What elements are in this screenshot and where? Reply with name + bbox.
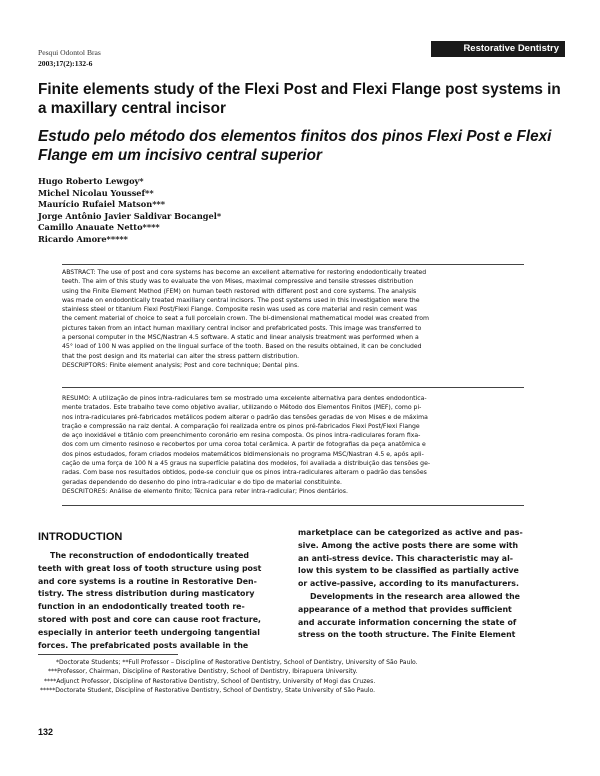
- body-line: function in an endodontically treated tooth re-: [38, 602, 245, 612]
- divider: [62, 505, 524, 506]
- abstract-line: a personal computer in the MSC/Nastran 4.5 software. A static and linear analysis treatment was performed when a: [62, 334, 419, 342]
- resumo-line: geradas dependendo do desenho do pino intra-radicular e do tipo de material constituinte.: [62, 478, 343, 486]
- abstract-line: pictures taken from an intact human maxillary central incisor and prefabricated posts. This image was transferred to: [62, 324, 422, 332]
- abstract-line: that the post design and its material can alter the stress pattern distribution.: [62, 352, 300, 360]
- abstract-line: 45° load of 100 N was applied on the lingual surface of the tooth. Based on the results obtained, it can be concluded: [62, 343, 422, 351]
- descritores: DESCRITORES: Análise de elemento finito; Técnica para reter intra-radicular; Pinos dentários.: [62, 487, 348, 495]
- footnote: ***Professor, Chairman, Discipline of Restorative Dentistry, School of Dentistry, Ibirapuera University.: [48, 668, 358, 676]
- resumo-line: tração e compressão na raiz dental. A comparação foi realizada entre os pinos pré-fabricados Flexi Post/Flexi Flange: [62, 422, 420, 430]
- body-line: tistry. The stress distribution during masticatory: [38, 589, 255, 599]
- body-column-left: [38, 550, 286, 652]
- body-line: teeth with great loss of tooth structure using post: [38, 563, 262, 573]
- body-line: sive. Among the active posts there are some with: [298, 540, 519, 550]
- author: Ricardo Amore*****: [38, 233, 128, 244]
- section-heading-introduction: INTRODUCTION: [38, 531, 123, 543]
- section-tag: Restorative Dentistry: [431, 41, 565, 57]
- body-line: stored with post and core can cause root fracture,: [38, 614, 262, 624]
- footnote: ****Adjunct Professor, Discipline of Restorative Dentistry, School of Dentistry, University of Mogi das Cruzes.: [44, 677, 376, 685]
- abstract-line: the cement material of choice to seat a full porcelain crown. The bi-dimensional mathematical model was created from: [62, 315, 429, 323]
- footnotes: [38, 658, 578, 695]
- body-line: forces. The prefabricated posts available in the: [38, 640, 249, 650]
- body-line: an anti-stress device. This characteristic may al-: [298, 553, 514, 563]
- journal-citation: [38, 47, 101, 69]
- resumo-line: de aço inoxidável e titânio com preenchimento coronário em resina composta. Os pinos intra-radiculares foram fixa-: [62, 432, 421, 440]
- body-line: The reconstruction of endodontically treated: [50, 551, 250, 560]
- body-line: marketplace can be categorized as active and pas-: [298, 528, 523, 537]
- author: Hugo Roberto Lewgoy*: [38, 176, 144, 186]
- body-line: low this system to be classified as partially active: [298, 566, 519, 576]
- title-portuguese: Estudo pelo método dos elementos finitos dos pinos Flexi Post e Flexi Flange em um incisivo central superior: [38, 128, 552, 164]
- resumo-line: nos intra-radiculares pré-fabricados metálicos podem alterar o padrão das tensões geradas de von Mises e de máxima: [62, 413, 428, 421]
- resumo-line: dos pinos estudados, foram criados modelos matemáticos bidimensionais no programa MSC/Nastran 4.5 e, após apli-: [62, 450, 424, 458]
- body-line: stress on the tooth structure. The Finite Element: [298, 630, 516, 640]
- body-line: Developments in the research area allowed the: [310, 591, 521, 601]
- footnote-rule: [38, 654, 178, 655]
- journal-issue: 2003;17(2):132-6: [38, 59, 93, 68]
- footnote: *Doctorate Students; **Full Professor – Discipline of Restorative Dentistry, School of Dentistry, University of São Paulo.: [56, 659, 418, 666]
- author: Jorge Antônio Javier Saldivar Bocangel*: [38, 210, 222, 221]
- body-line: or active-passive, according to its manufacturers.: [298, 579, 519, 589]
- abstract-line: was made on endodontically treated maxillary central incisors. The post systems used in this investigation were the: [62, 296, 420, 304]
- footnote: *****Doctorate Student, Discipline of Restorative Dentistry, School of Dentistry, State University of São Paulo.: [40, 686, 376, 694]
- abstract-english: [62, 268, 522, 370]
- abstract-portuguese: [62, 394, 522, 496]
- author: Camillo Anauate Netto****: [38, 222, 160, 233]
- resumo-line: radas. Com base nos resultados obtidos, pode-se concluir que os pinos intra-radiculares alteram o padrão das tensões: [62, 469, 427, 477]
- abstract-line: stainless steel or titanium Flexi Post/Flexi Flange. Composite resin was used as core material and resin cement was: [62, 306, 417, 314]
- abstract-line: using the Finite Element Method (FEM) on human teeth restored with different post and core systems. The analysis: [62, 287, 417, 295]
- divider: [62, 387, 524, 388]
- journal-name: Pesqui Odontol Bras: [38, 48, 101, 57]
- abstract-line: teeth. The aim of this study was to evaluate the von Mises, maximal compressive and tensile stresses distribution: [62, 278, 414, 286]
- descriptors: DESCRIPTORS: Finite element analysis; Post and core technique; Dental pins.: [62, 361, 300, 369]
- body-column-right: [298, 527, 566, 642]
- resumo-line: dos com um cimento resinoso e recobertos por uma coroa total cerâmica. A partir de fotografias da peça anatômica e: [62, 441, 426, 449]
- body-line: especially in anterior teeth undergoing tangential: [38, 627, 260, 637]
- resumo-line: RESUMO: A utilização de pinos intra-radiculares tem se mostrado uma excelente alternativa para dentes endodontica-: [62, 395, 427, 402]
- body-line: and accurate information concerning the state of: [298, 617, 517, 627]
- body-line: appearance of a method that provides sufficient: [298, 604, 512, 614]
- body-line: and core systems is a routine in Restorative Den-: [38, 576, 257, 586]
- resumo-line: cação de uma força de 100 N a 45 graus na superfície palatina dos modelos, foi avaliada a distribuição das tensões ge-: [62, 460, 431, 468]
- abstract-line: ABSTRACT: The use of post and core systems has become an excellent alternative for restoring endodontically treated: [62, 269, 427, 276]
- author: Maurício Rufaiel Matson***: [38, 199, 166, 210]
- author: Michel Nicolau Youssef**: [38, 187, 154, 198]
- divider: [62, 264, 524, 265]
- author-list: [38, 176, 221, 246]
- page-number: 132: [38, 727, 54, 737]
- resumo-line: mente tratados. Este trabalho teve como objetivo avaliar, utilizando o Método dos Elementos Finitos (MEF), como pi-: [62, 404, 422, 412]
- title-english: Finite elements study of the Flexi Post and Flexi Flange post systems in a maxillary central incisor: [38, 81, 561, 117]
